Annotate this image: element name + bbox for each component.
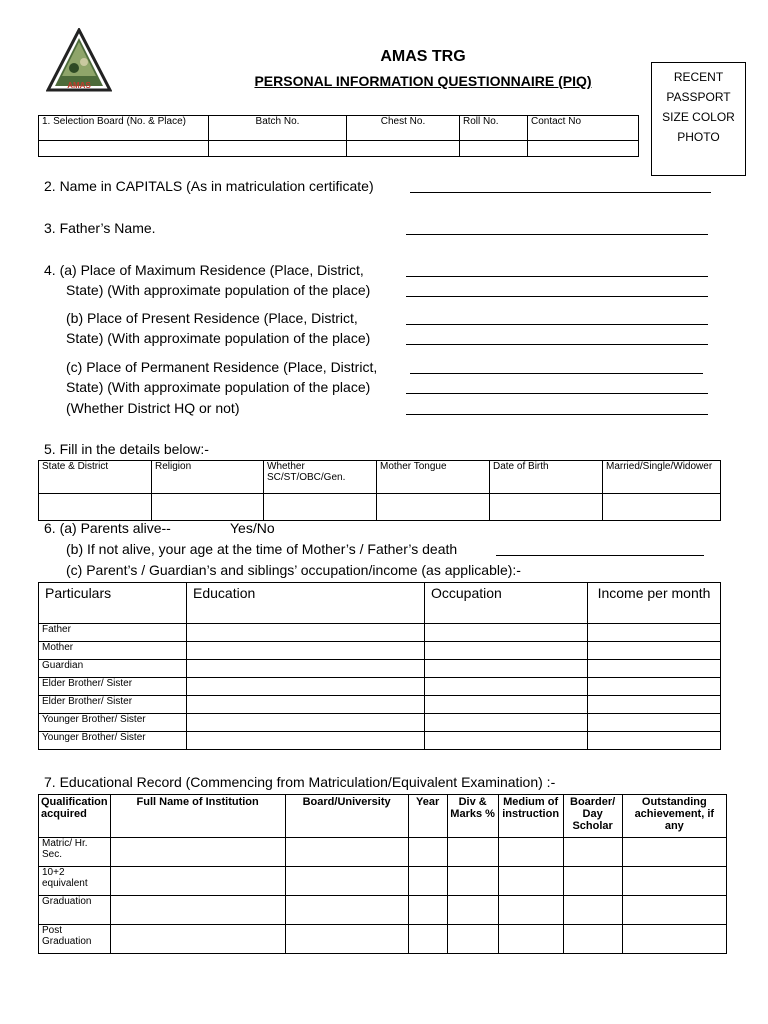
table-header: Date of Birth bbox=[490, 461, 603, 494]
contact-no-input[interactable] bbox=[528, 141, 639, 157]
table-header: Contact No bbox=[528, 116, 639, 141]
roll-no-input[interactable] bbox=[460, 141, 528, 157]
row-label: Post Graduation bbox=[39, 925, 111, 954]
cell-input[interactable] bbox=[622, 925, 726, 954]
row-label: Mother bbox=[39, 642, 187, 660]
cell-input[interactable] bbox=[187, 624, 425, 642]
table-header: Year bbox=[408, 795, 447, 838]
cell-input[interactable] bbox=[498, 867, 563, 896]
page-title: AMAS TRG bbox=[380, 48, 466, 65]
q3-label: 3. Father’s Name. bbox=[44, 220, 156, 236]
cell-input[interactable] bbox=[425, 714, 588, 732]
cell-input[interactable] bbox=[425, 678, 588, 696]
present-residence-field-2[interactable] bbox=[406, 344, 708, 345]
table-header: 1. Selection Board (No. & Place) bbox=[39, 116, 209, 141]
photo-box-line: PHOTO bbox=[677, 130, 720, 144]
table-row bbox=[39, 678, 721, 696]
table-header: Married/Single/Widower bbox=[603, 461, 721, 494]
logo-text: AMAS bbox=[67, 81, 91, 90]
cell-input[interactable] bbox=[447, 867, 498, 896]
q4b-label: (b) Place of Present Residence (Place, District, bbox=[66, 310, 358, 326]
q7-label: 7. Educational Record (Commencing from Matriculation/Equivalent Examination) :- bbox=[44, 774, 556, 790]
row-label: Matric/ Hr. Sec. bbox=[39, 838, 111, 867]
cell-input[interactable] bbox=[187, 678, 425, 696]
q4b-label-2: State) (With approximate population of the place) bbox=[66, 330, 371, 346]
row-label: Graduation bbox=[39, 896, 111, 925]
table-header: Div & Marks % bbox=[447, 795, 498, 838]
table-header: Medium of instruction bbox=[498, 795, 563, 838]
q4a-label: 4. (a) Place of Maximum Residence (Place, District, bbox=[44, 262, 364, 278]
table-header: Boarder/ Day Scholar bbox=[563, 795, 622, 838]
state-district-input[interactable] bbox=[39, 494, 152, 521]
cell-input[interactable] bbox=[187, 660, 425, 678]
cell-input[interactable] bbox=[425, 642, 588, 660]
table-header: Outstanding achievement, if any bbox=[622, 795, 726, 838]
table-header: Whether SC/ST/OBC/Gen. bbox=[264, 461, 377, 494]
q6b-label: (b) If not alive, your age at the time of Mother’s / Father’s death bbox=[66, 541, 458, 557]
cell-input[interactable] bbox=[447, 896, 498, 925]
photo-box[interactable] bbox=[651, 62, 746, 176]
photo-box-line: PASSPORT bbox=[666, 90, 731, 104]
cell-input[interactable] bbox=[588, 660, 721, 678]
family-table bbox=[38, 582, 721, 750]
table-row bbox=[39, 925, 727, 954]
q5-label: 5. Fill in the details below:- bbox=[44, 441, 209, 457]
table-header: Roll No. bbox=[460, 116, 528, 141]
category-input[interactable] bbox=[264, 494, 377, 521]
row-label: Father bbox=[39, 624, 187, 642]
cell-input[interactable] bbox=[408, 867, 447, 896]
cell-input[interactable] bbox=[498, 925, 563, 954]
cell-input[interactable] bbox=[408, 896, 447, 925]
cell-input[interactable] bbox=[187, 696, 425, 714]
q2-label: 2. Name in CAPITALS (As in matriculation certificate) bbox=[44, 178, 374, 194]
table-header: Occupation bbox=[425, 583, 588, 624]
table-row bbox=[39, 624, 721, 642]
table-header: Mother Tongue bbox=[377, 461, 490, 494]
cell-input[interactable] bbox=[408, 838, 447, 867]
cell-input[interactable] bbox=[285, 838, 408, 867]
q6a-label: 6. (a) Parents alive-- bbox=[44, 520, 171, 536]
cell-input[interactable] bbox=[110, 925, 285, 954]
age-at-death-field[interactable] bbox=[496, 555, 704, 556]
cell-input[interactable] bbox=[187, 732, 425, 750]
cell-input[interactable] bbox=[563, 925, 622, 954]
q4a-label-2: State) (With approximate population of the place) bbox=[66, 282, 371, 298]
table-row bbox=[39, 896, 727, 925]
q4c-label-2: State) (With approximate population of the place) bbox=[66, 379, 371, 395]
table-header: Full Name of Institution bbox=[110, 795, 285, 838]
selection-board-table bbox=[38, 115, 639, 157]
photo-box-line: SIZE COLOR bbox=[662, 110, 735, 124]
cell-input[interactable] bbox=[588, 732, 721, 750]
table-header: State & District bbox=[39, 461, 152, 494]
cell-input[interactable] bbox=[588, 696, 721, 714]
cell-input[interactable] bbox=[110, 896, 285, 925]
cell-input[interactable] bbox=[622, 838, 726, 867]
max-residence-field-2[interactable] bbox=[406, 296, 708, 297]
row-label: Elder Brother/ Sister bbox=[39, 678, 187, 696]
chest-no-input[interactable] bbox=[347, 141, 460, 157]
row-label: 10+2 equivalent bbox=[39, 867, 111, 896]
row-label: Younger Brother/ Sister bbox=[39, 732, 187, 750]
cell-input[interactable] bbox=[110, 838, 285, 867]
details-table bbox=[38, 460, 721, 521]
table-header: Board/University bbox=[285, 795, 408, 838]
father-name-field[interactable] bbox=[406, 234, 708, 235]
cell-input[interactable] bbox=[425, 624, 588, 642]
cell-input[interactable] bbox=[563, 867, 622, 896]
district-hq-field[interactable] bbox=[406, 414, 708, 415]
cell-input[interactable] bbox=[447, 838, 498, 867]
page-subtitle: PERSONAL INFORMATION QUESTIONNAIRE (PIQ) bbox=[254, 73, 592, 89]
table-row bbox=[39, 867, 727, 896]
cell-input[interactable] bbox=[285, 925, 408, 954]
name-field[interactable] bbox=[410, 192, 711, 193]
cell-input[interactable] bbox=[110, 867, 285, 896]
batch-no-input[interactable] bbox=[209, 141, 347, 157]
table-header: Chest No. bbox=[347, 116, 460, 141]
selection-board-input[interactable] bbox=[39, 141, 209, 157]
cell-input[interactable] bbox=[408, 925, 447, 954]
parents-alive-options[interactable]: Yes/No bbox=[230, 520, 275, 536]
table-row bbox=[39, 838, 727, 867]
table-header: Income per month bbox=[588, 583, 721, 624]
table-header: Qualification acquired bbox=[39, 795, 111, 838]
cell-input[interactable] bbox=[425, 732, 588, 750]
table-row bbox=[39, 732, 721, 750]
row-label: Younger Brother/ Sister bbox=[39, 714, 187, 732]
religion-input[interactable] bbox=[152, 494, 264, 521]
q6c-label: (c) Parent’s / Guardian’s and siblings’ occupation/income (as applicable):- bbox=[66, 562, 521, 578]
cell-input[interactable] bbox=[425, 660, 588, 678]
education-table bbox=[38, 794, 727, 954]
max-residence-field-1[interactable] bbox=[406, 276, 708, 277]
cell-input[interactable] bbox=[447, 925, 498, 954]
q4c-label-3: (Whether District HQ or not) bbox=[66, 400, 240, 416]
q4c-label: (c) Place of Permanent Residence (Place, District, bbox=[66, 359, 378, 375]
marital-status-input[interactable] bbox=[603, 494, 721, 521]
cell-input[interactable] bbox=[588, 624, 721, 642]
cell-input[interactable] bbox=[622, 867, 726, 896]
cell-input[interactable] bbox=[285, 896, 408, 925]
row-label: Guardian bbox=[39, 660, 187, 678]
dob-input[interactable] bbox=[490, 494, 603, 521]
cell-input[interactable] bbox=[425, 696, 588, 714]
amas-logo bbox=[46, 28, 112, 92]
cell-input[interactable] bbox=[588, 642, 721, 660]
cell-input[interactable] bbox=[622, 896, 726, 925]
mother-tongue-input[interactable] bbox=[377, 494, 490, 521]
cell-input[interactable] bbox=[187, 714, 425, 732]
cell-input[interactable] bbox=[588, 714, 721, 732]
row-label: Elder Brother/ Sister bbox=[39, 696, 187, 714]
cell-input[interactable] bbox=[187, 642, 425, 660]
table-row bbox=[39, 696, 721, 714]
table-row bbox=[39, 714, 721, 732]
cell-input[interactable] bbox=[285, 867, 408, 896]
cell-input[interactable] bbox=[563, 838, 622, 867]
cell-input[interactable] bbox=[498, 838, 563, 867]
present-residence-field-1[interactable] bbox=[406, 324, 708, 325]
permanent-residence-field-1[interactable] bbox=[410, 373, 703, 374]
cell-input[interactable] bbox=[498, 896, 563, 925]
table-header: Education bbox=[187, 583, 425, 624]
photo-box-line: RECENT bbox=[673, 70, 724, 84]
table-row bbox=[39, 660, 721, 678]
table-header: Religion bbox=[152, 461, 264, 494]
table-header: Batch No. bbox=[209, 116, 347, 141]
table-row bbox=[39, 642, 721, 660]
cell-input[interactable] bbox=[588, 678, 721, 696]
cell-input[interactable] bbox=[563, 896, 622, 925]
table-header: Particulars bbox=[39, 583, 187, 624]
permanent-residence-field-2[interactable] bbox=[406, 393, 708, 394]
